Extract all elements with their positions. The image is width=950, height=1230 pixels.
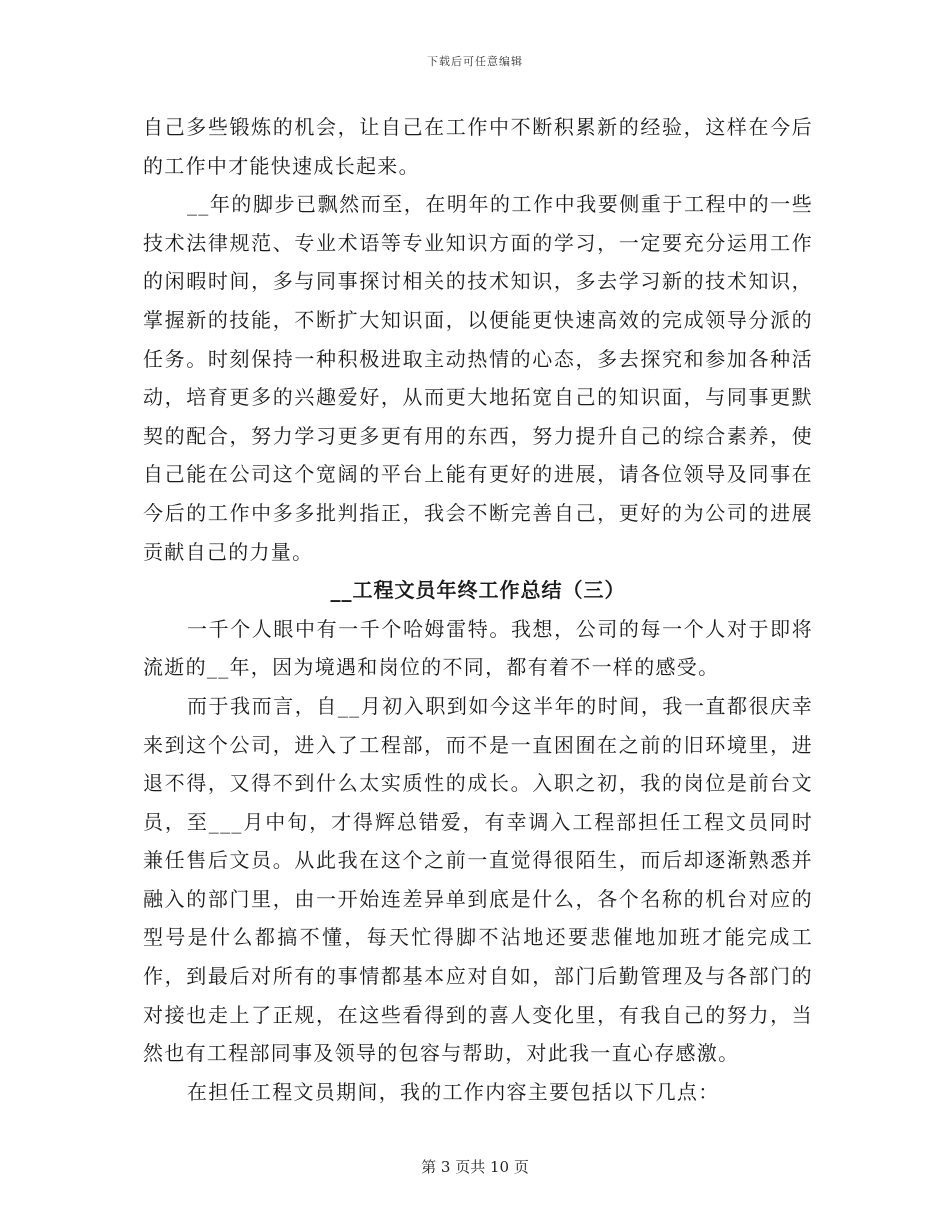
paragraph-hamlet: 一千个人眼中有一千个哈姆雷特。我想，公司的每一个人对于即将流逝的__年，因为境遇和岗位的不同，都有着不一样的感受。 bbox=[143, 616, 813, 680]
paragraph-next-year-plan: __年的脚步已飘然而至，在明年的工作中我要侧重于工程中的一些技术法律规范、专业术语等专业知识方面的学习，一定要充分运用工作的闲暇时间，多与同事探讨相关的技术知识，多去学习新的技术知识，掌握新的技能，不断扩大知识面，以便能更快速高效的完成领导分派的任务。时刻保持一种积极进取主动热情的心态，多去探究和参加各种活动，培育更多的兴趣爱好，从而更大地拓宽自己的知识面，与同事更默契的配合，努力学习更多更有用的东西，努力提升自己的综合素养，使自己能在公司这个宽阔的平台上能有更好的进展，请各位领导及同事在今后的工作中多多批判指正，我会不断完善自己，更好的为公司的进展贡献自己的力量。 bbox=[143, 192, 813, 564]
section-title: __工程文员年终工作总结（三） bbox=[330, 578, 626, 603]
paragraph-experience: 而于我而言，自__月初入职到如今这半年的时间，我一直都很庆幸来到这个公司，进入了工程部，而不是一直困囿在之前的旧环境里，进退不得，又得不到什么太实质性的成长。入职之初，我的岗位是前台文员，至___月中旬，才得辉总错爱，有幸调入工程部担任工程文员同时兼任售后文员。从此我在这个之前一直觉得很陌生，而后却逐渐熟悉并融入的部门里，由一开始连差异单到底是什么，各个名称的机台对应的型号是什么都搞不懂，每天忙得脚不沾地还要悲催地加班才能完成工作，到最后对所有的事情都基本应对自如，部门后勤管理及与各部门的对接也走上了正规，在这些看得到的喜人变化里，有我自己的努力，当然也有工程部同事及领导的包容与帮助，对此我一直心存感激。 bbox=[143, 693, 813, 1066]
paragraph-continued: 自己多些锻炼的机会，让自己在工作中不断积累新的经验，这样在今后的工作中才能快速成长起来。 bbox=[143, 115, 813, 178]
header-note: 下载后可任意编辑 bbox=[427, 55, 523, 68]
page-number: 第 3 页共 10 页 bbox=[421, 1158, 529, 1176]
paragraph-duties-intro: 在担任工程文员期间，我的工作内容主要包括以下几点： bbox=[187, 1079, 720, 1104]
document-body bbox=[143, 108, 813, 1111]
